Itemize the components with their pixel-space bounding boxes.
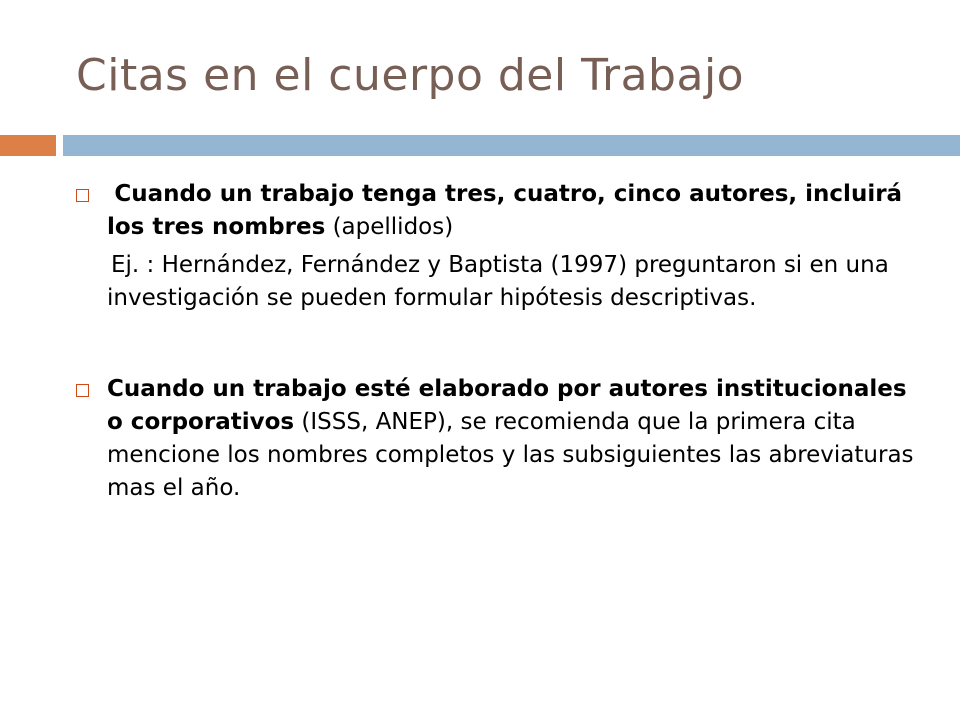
bullet-1-normal-text: (apellidos) [325, 214, 454, 240]
accent-bar-blue [63, 135, 960, 156]
bullet-2-bold-text: Cuando un trabajo esté elaborado por autores institucionales o corporativos [107, 376, 907, 435]
bullet-item-1 [76, 178, 926, 244]
square-bullet-icon [76, 189, 89, 202]
bullet-2-normal-text: (ISSS, ANEP), se recomienda que la primera cita mencione los nombres completos y las subsiguientes las abreviaturas mas el año. [107, 409, 914, 501]
bullet-item-2 [76, 373, 926, 505]
square-bullet-icon [76, 384, 89, 397]
example-text: Ej. : Hernández, Fernández y Baptista (1997) preguntaron si en una investigación se pueden formular hipótesis descriptivas. [107, 252, 889, 311]
slide-content [76, 178, 926, 505]
accent-bar-orange [0, 135, 56, 156]
slide-title: Citas en el cuerpo del Trabajo [76, 50, 745, 101]
bullet-1-bold-text: Cuando un trabajo tenga tres, cuatro, cinco autores, incluirá los tres nombres [107, 181, 903, 240]
